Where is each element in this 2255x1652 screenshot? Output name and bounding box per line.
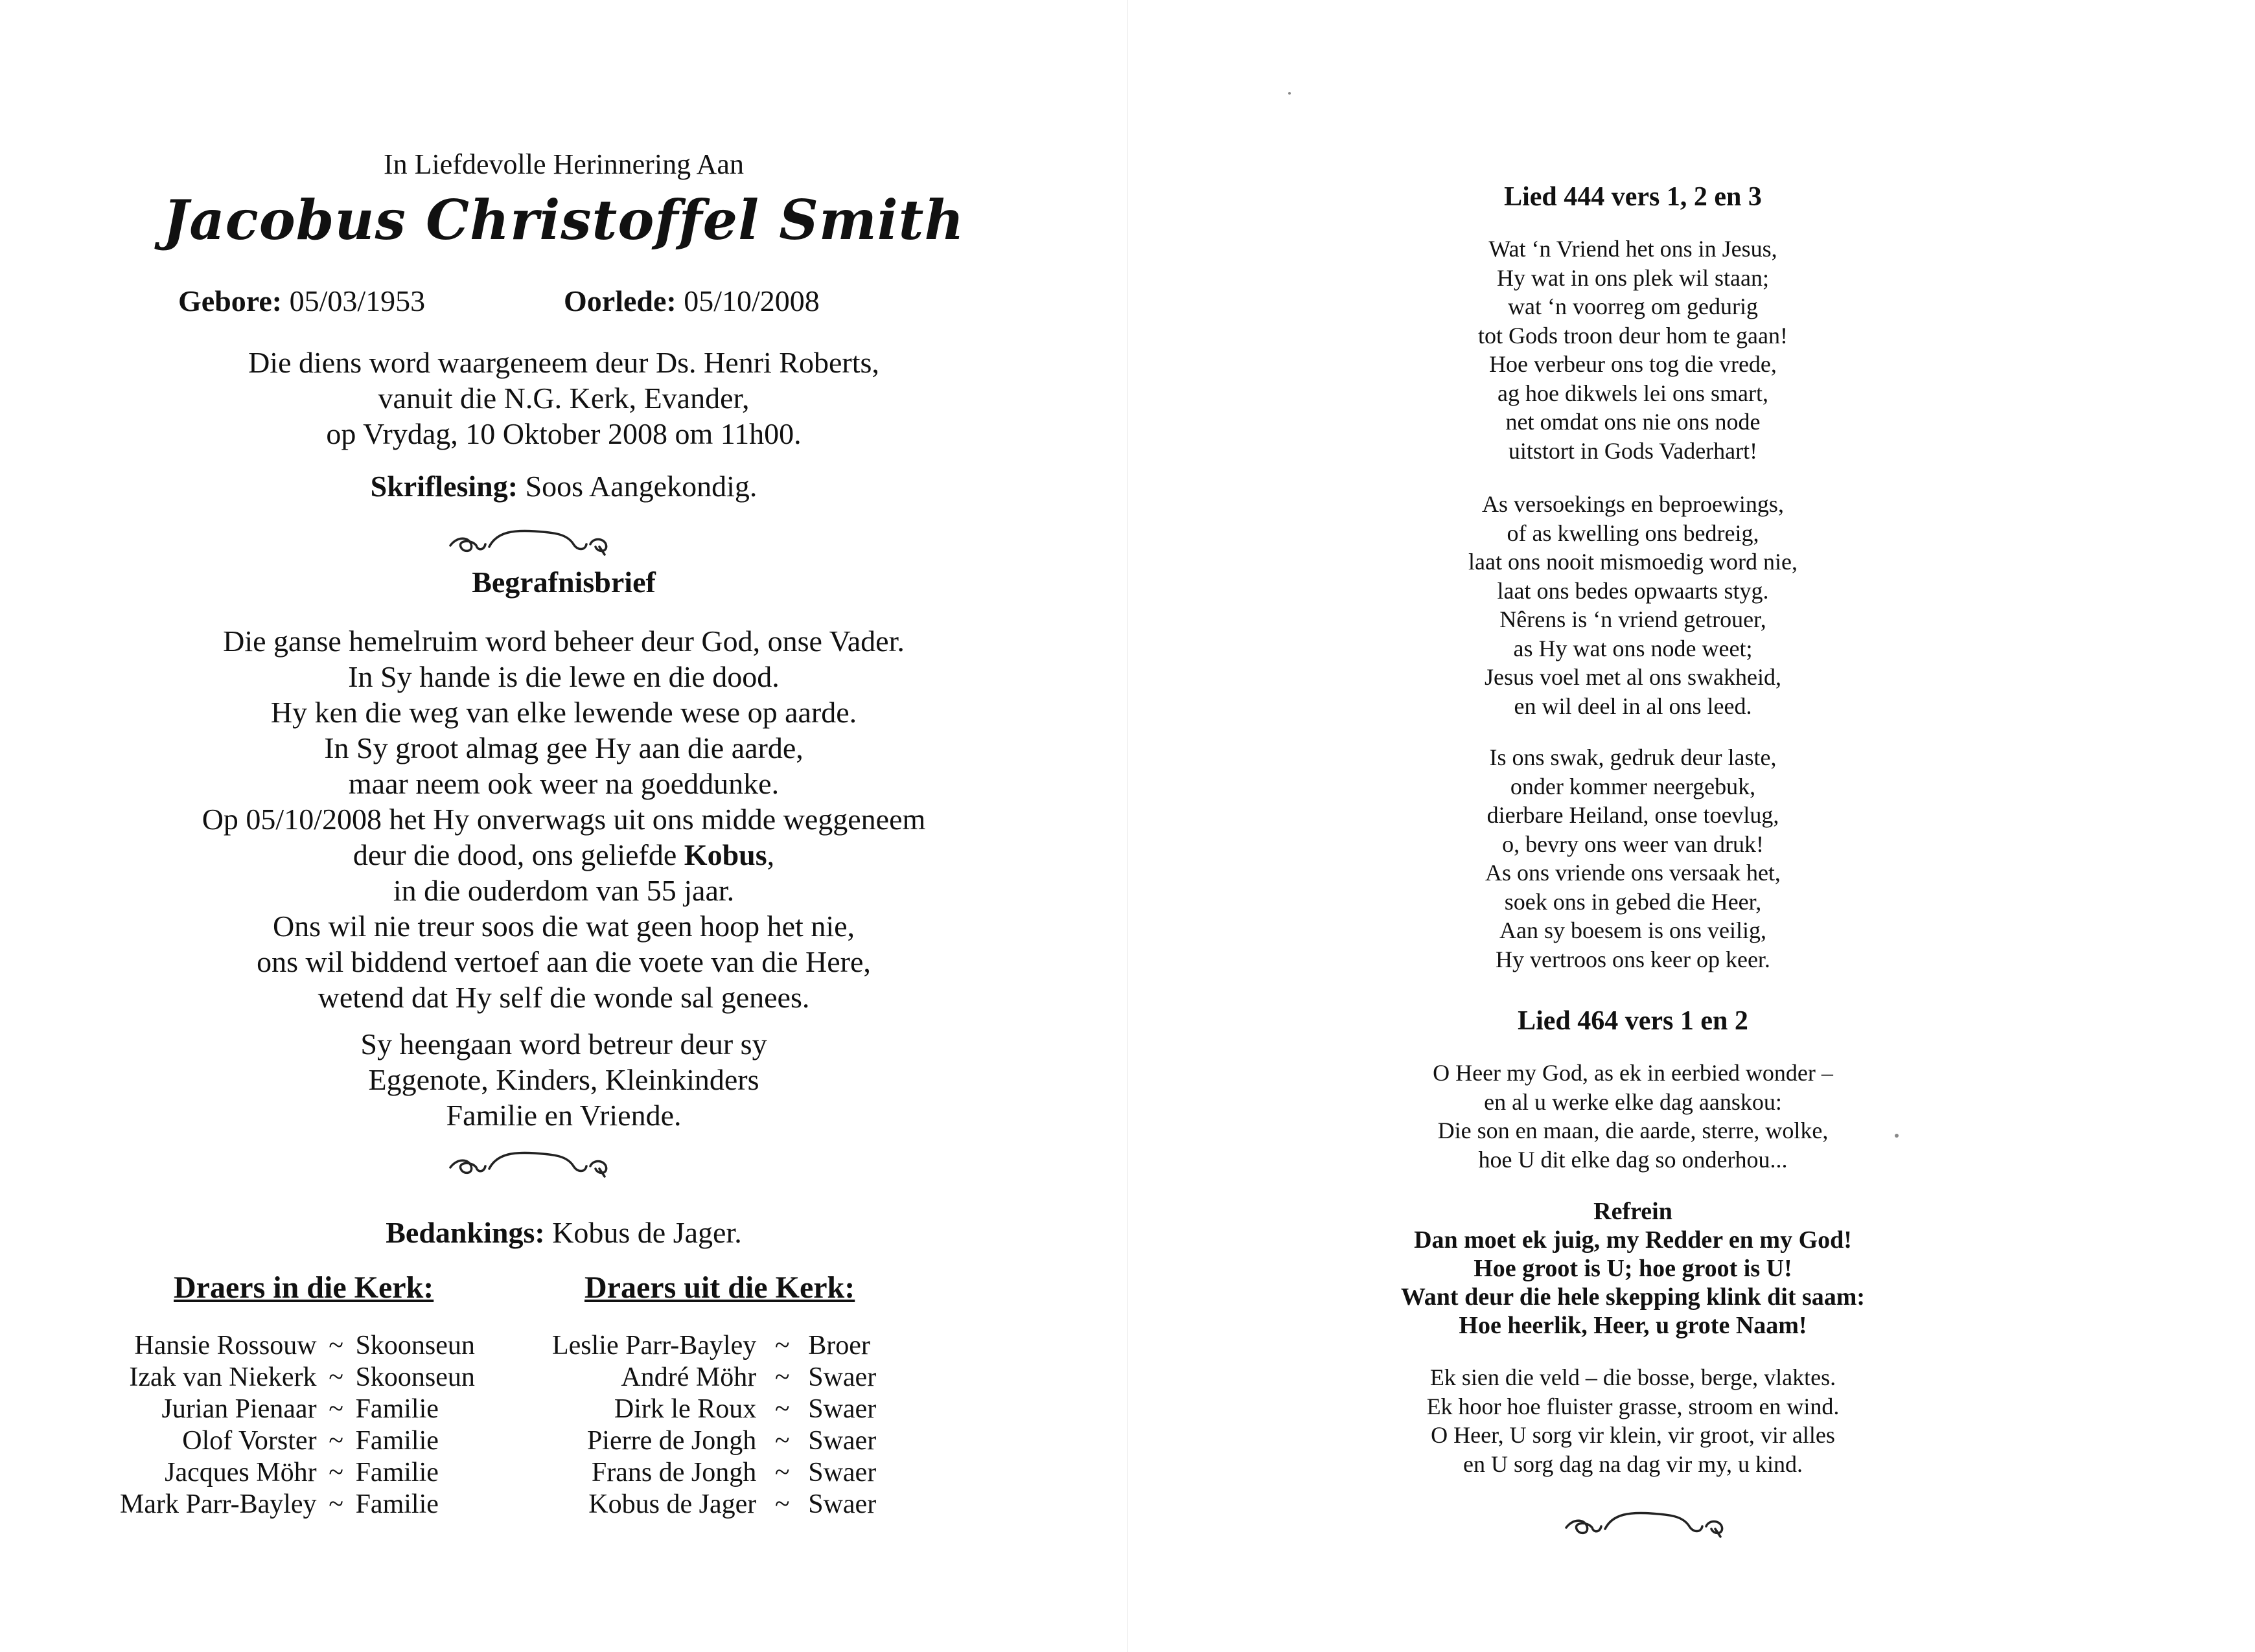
- bearer-name: André Möhr: [621, 1362, 757, 1392]
- separator: ~: [774, 1457, 790, 1487]
- verse-line: Wat ‘n Vriend het ons in Jesus,: [1488, 236, 1777, 262]
- nickname: Kobus: [684, 838, 767, 871]
- separator: ~: [774, 1330, 790, 1360]
- verse-line: ag hoe dikwels lei ons smart,: [1498, 380, 1768, 406]
- bearer-name: Frans de Jongh: [591, 1457, 757, 1487]
- verse-line: Jesus voel met al ons swakheid,: [1485, 664, 1781, 690]
- verse-line: wat ‘n voorreg om gedurig: [1508, 293, 1758, 319]
- bearer-name: Jacques Möhr: [165, 1457, 317, 1487]
- separator: ~: [329, 1489, 343, 1519]
- bearer-relation: Swaer: [808, 1362, 877, 1392]
- table-row: [552, 1456, 876, 1488]
- bearer-relation: Swaer: [808, 1394, 877, 1424]
- song2-verse1: [1128, 1059, 2138, 1174]
- verse-line: laat ons nooit mismoedig word nie,: [1468, 549, 1798, 575]
- bearer-relation: Swaer: [808, 1425, 877, 1456]
- service-line: Die diens word waargeneem deur Ds. Henri Roberts,: [248, 346, 879, 379]
- born-value: 05/03/1953: [289, 284, 426, 317]
- mourners-line: Sy heengaan word betreur deur sy: [360, 1027, 767, 1061]
- verse-line: Die son en maan, die aarde, sterre, wolke,: [1437, 1118, 1829, 1143]
- bearer-relation: Swaer: [808, 1457, 877, 1487]
- service-details: [0, 345, 1128, 452]
- service-line: op Vrydag, 10 Oktober 2008 om 11h00.: [326, 417, 802, 450]
- letter-line: [0, 837, 1128, 873]
- song1-verse1: [1128, 235, 2138, 465]
- flourish-ornament: [437, 525, 625, 564]
- verse-line: O Heer, U sorg vir klein, vir groot, vir alles: [1431, 1422, 1835, 1448]
- letter-line: maar neem ook weer na goeddunke.: [348, 767, 780, 800]
- verse-line: Hy wat in ons plek wil staan;: [1497, 264, 1769, 291]
- scan-speck: [1895, 1134, 1899, 1138]
- letter-line: wetend dat Hy self die wonde sal genees.: [318, 981, 810, 1014]
- bearer-relation: Skoonseun: [355, 1362, 475, 1392]
- born-label: Gebore:: [178, 284, 283, 317]
- table-row: [552, 1393, 876, 1425]
- verse-line: en U sorg dag na dag vir my, u kind.: [1463, 1451, 1803, 1477]
- bearer-relation: Swaer: [808, 1489, 877, 1519]
- refrain: [1128, 1197, 2138, 1340]
- bearer-relation: Familie: [355, 1457, 439, 1487]
- bearers-out-table: [552, 1329, 876, 1520]
- bearer-name: Olof Vorster: [182, 1425, 317, 1456]
- verse-line: As versoekings en beproewings,: [1482, 491, 1784, 517]
- bearers-in-table: [120, 1329, 475, 1520]
- table-row: [120, 1425, 475, 1456]
- letter-line: Ons wil nie treur soos die wat geen hoop het nie,: [272, 910, 855, 943]
- refrain-line: Dan moet ek juig, my Redder en my God!: [1414, 1226, 1852, 1254]
- letter-heading: Begrafnisbrief: [472, 566, 656, 599]
- separator: ~: [774, 1489, 790, 1519]
- verse-line: o, bevry ons weer van druk!: [1502, 831, 1764, 857]
- died-label: Oorlede:: [564, 284, 676, 317]
- bearer-relation: Familie: [355, 1394, 439, 1424]
- mourners-text: [0, 1026, 1128, 1133]
- bearer-name: Hansie Rossouw: [134, 1330, 317, 1360]
- punctuation: ,: [767, 838, 775, 871]
- letter-line: Op 05/10/2008 het Hy onverwags uit ons midde weggeneem: [202, 803, 926, 836]
- table-row: [552, 1425, 876, 1456]
- verse-line: Ek sien die veld – die bosse, berge, vlaktes.: [1429, 1364, 1836, 1390]
- verse-line: soek ons in gebed die Heer,: [1504, 888, 1762, 915]
- refrain-line: Want deur die hele skepping klink dit saam:: [1400, 1283, 1866, 1311]
- letter-text: deur die dood, ons geliefde: [353, 838, 677, 871]
- letter-line: Die ganse hemelruim word beheer deur God, onse Vader.: [223, 625, 905, 658]
- song2-heading: Lied 464 vers 1 en 2: [1518, 1006, 1748, 1036]
- verse-line: O Heer my God, as ek in eerbied wonder –: [1433, 1060, 1833, 1086]
- right-page: [1128, 0, 2255, 1652]
- verse-line: laat ons bedes opwaarts styg.: [1497, 577, 1769, 604]
- verse-line: en wil deel in al ons leed.: [1514, 693, 1752, 719]
- acknowledgements: [0, 1215, 1128, 1250]
- song2-verse2: [1128, 1363, 2138, 1478]
- table-row: [552, 1488, 876, 1520]
- mourners-line: Eggenote, Kinders, Kleinkinders: [368, 1063, 759, 1096]
- verse-line: tot Gods troon deur hom te gaan!: [1478, 322, 1788, 349]
- bearer-name: Jurian Pienaar: [161, 1394, 317, 1424]
- bearer-name: Pierre de Jongh: [586, 1425, 757, 1456]
- separator: ~: [329, 1362, 343, 1392]
- separator: ~: [329, 1394, 343, 1424]
- thanks-value: Kobus de Jager.: [552, 1216, 742, 1249]
- table-row: [120, 1329, 475, 1361]
- verse-line: hoe U dit elke dag so onderhou...: [1478, 1146, 1788, 1173]
- table-row: [552, 1361, 876, 1393]
- scan-speck: [1288, 92, 1291, 95]
- funeral-letter: [0, 623, 1128, 1015]
- bearer-relation: Broer: [808, 1330, 870, 1360]
- song1-verse2: [1128, 490, 2138, 720]
- letter-line: Hy ken die weg van elke lewende wese op aarde.: [270, 696, 857, 729]
- separator: ~: [774, 1362, 790, 1392]
- verse-line: dierbare Heiland, onse toevlug,: [1486, 802, 1779, 828]
- verse-line: Nêrens is ‘n vriend getrouer,: [1499, 606, 1766, 632]
- deceased-name: Jacobus Christoffel Smith: [163, 188, 965, 252]
- letter-line: in die ouderdom van 55 jaar.: [393, 874, 735, 907]
- separator: ~: [329, 1425, 343, 1456]
- bearer-name: Dirk le Roux: [614, 1394, 757, 1424]
- verse-line: as Hy wat ons node weet;: [1513, 635, 1753, 661]
- mourners-line: Familie en Vriende.: [446, 1099, 682, 1132]
- verse-line: Hoe verbeur ons tog die vrede,: [1489, 351, 1777, 377]
- reading-label: Skriflesing:: [370, 470, 518, 503]
- separator: ~: [329, 1457, 343, 1487]
- refrain-line: Hoe heerlik, Heer, u grote Naam!: [1459, 1312, 1807, 1339]
- reading-value: Soos Aangekondig.: [525, 470, 757, 503]
- verse-line: uitstort in Gods Vaderhart!: [1508, 437, 1758, 464]
- verse-line: As ons vriende ons versaak het,: [1485, 860, 1781, 886]
- died-value: 05/10/2008: [684, 284, 820, 317]
- table-row: [120, 1393, 475, 1425]
- service-line: vanuit die N.G. Kerk, Evander,: [378, 382, 750, 415]
- verse-line: Aan sy boesem is ons veilig,: [1499, 917, 1766, 943]
- bearer-name: Kobus de Jager: [588, 1489, 757, 1519]
- refrain-line: Hoe groot is U; hoe groot is U!: [1474, 1255, 1792, 1282]
- table-row: [120, 1361, 475, 1393]
- verse-line: Ek hoor hoe fluister grasse, stroom en wind.: [1426, 1393, 1840, 1419]
- death-date: [564, 284, 820, 318]
- verse-line: Is ons swak, gedruk deur laste,: [1489, 744, 1777, 770]
- verse-line: net omdat ons nie ons node: [1505, 409, 1761, 435]
- letter-line: In Sy hande is die lewe en die dood.: [348, 660, 780, 693]
- song1-verse3: [1128, 743, 2138, 974]
- letter-line: In Sy groot almag gee Hy aan die aarde,: [324, 731, 804, 764]
- thanks-label: Bedankings:: [386, 1216, 545, 1249]
- dedication-line: In Liefdevolle Herinnering Aan: [384, 148, 744, 180]
- flourish-ornament: [1553, 1507, 1741, 1546]
- table-row: [120, 1488, 475, 1520]
- verse-line: onder kommer neergebuk,: [1510, 773, 1756, 799]
- refrain-label: Refrein: [1593, 1198, 1672, 1225]
- table-row: [120, 1456, 475, 1488]
- bearer-name: Izak van Niekerk: [129, 1362, 317, 1392]
- verse-line: of as kwelling ons bedreig,: [1507, 520, 1759, 546]
- separator: ~: [329, 1330, 343, 1360]
- separator: ~: [774, 1425, 790, 1456]
- flourish-ornament: [437, 1147, 625, 1186]
- letter-line: ons wil biddend vertoef aan die voete van die Here,: [257, 945, 871, 978]
- birth-date: [178, 284, 425, 318]
- scripture-reading: [0, 469, 1128, 503]
- verse-line: en al u werke elke dag aanskou:: [1484, 1088, 1782, 1115]
- bearer-name: Leslie Parr-Bayley: [552, 1330, 757, 1360]
- verse-line: Hy vertroos ons keer op keer.: [1496, 946, 1770, 972]
- bearers-in-heading: Draers in die Kerk:: [174, 1270, 434, 1305]
- bearer-relation: Familie: [355, 1425, 439, 1456]
- song1-heading: Lied 444 vers 1, 2 en 3: [1504, 182, 1762, 212]
- bearer-relation: Skoonseun: [355, 1330, 475, 1360]
- table-row: [552, 1329, 876, 1361]
- bearer-name: Mark Parr-Bayley: [120, 1489, 317, 1519]
- bearer-relation: Familie: [355, 1489, 439, 1519]
- bearers-out-heading: Draers uit die Kerk:: [584, 1270, 855, 1305]
- separator: ~: [774, 1394, 790, 1424]
